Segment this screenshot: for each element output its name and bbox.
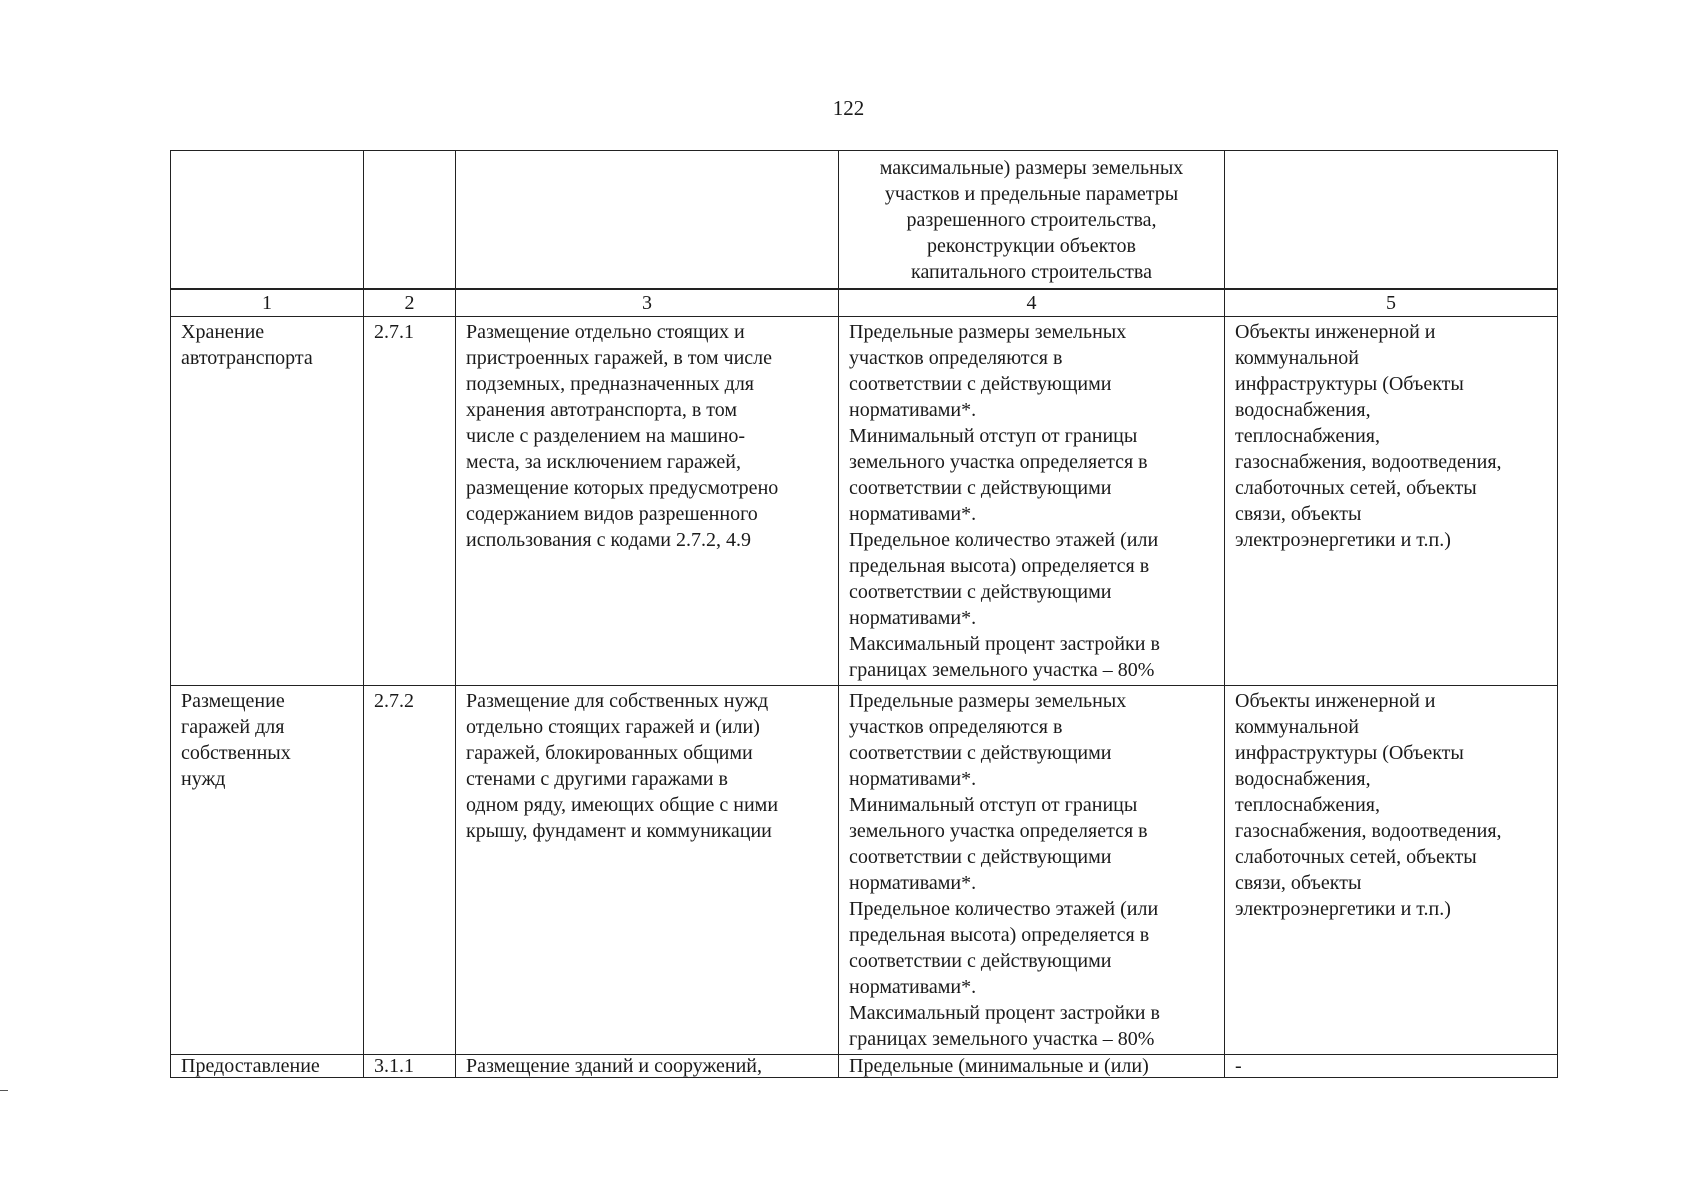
- text-line: связи, объекты: [1235, 872, 1362, 894]
- text-line: одном ряду, имеющих общие с ними: [466, 794, 779, 816]
- text-line: автотранспорта: [181, 347, 313, 369]
- text-line: Размещение: [181, 690, 285, 712]
- continuation-row: [171, 151, 1558, 290]
- use-name-cell: [171, 1055, 364, 1078]
- text-line: Предельное количество этажей (или: [849, 529, 1159, 551]
- text-line: Предельные размеры земельных: [849, 690, 1127, 712]
- text-line: Предельные (минимальные и (или): [849, 1055, 1149, 1077]
- cont-cell-parameters: [839, 151, 1225, 290]
- text-line: нужд: [181, 768, 226, 790]
- text-line: Максимальный процент застройки в: [849, 1002, 1160, 1024]
- table-row: [171, 317, 1558, 686]
- use-code-cell: 3.1.1: [364, 1055, 456, 1078]
- text-line: газоснабжения, водоотведения,: [1235, 451, 1502, 473]
- text-line: Минимальный отступ от границы: [849, 794, 1138, 816]
- column-number: 5: [1225, 289, 1558, 317]
- text-line: соответствии с действующими: [849, 846, 1112, 868]
- text-line: реконструкции объектов: [927, 235, 1136, 257]
- land-use-table: [170, 150, 1558, 1078]
- text-line: Объекты инженерной и: [1235, 321, 1436, 343]
- text-line: отдельно стоящих гаражей и (или): [466, 716, 760, 738]
- text-line: места, за исключением гаражей,: [466, 451, 741, 473]
- text-line: подземных, предназначенных для: [466, 373, 755, 395]
- text-line: размещение которых предусмотрено: [466, 477, 779, 499]
- text-line: нормативами*.: [849, 607, 977, 629]
- text-line: Хранение: [181, 321, 265, 343]
- text-line: Предельные размеры земельных: [849, 321, 1127, 343]
- page-number: 122: [832, 96, 865, 120]
- text-line: предельная высота) определяется в: [849, 555, 1150, 577]
- use-description-cell: [456, 686, 839, 1055]
- text-line: границах земельного участка – 80%: [849, 1028, 1155, 1050]
- text-line: собственных: [181, 742, 291, 764]
- use-description-cell: [456, 317, 839, 686]
- text-line: коммунальной: [1235, 716, 1359, 738]
- text-line: Предельное количество этажей (или: [849, 898, 1159, 920]
- text-line: инфраструктуры (Объекты: [1235, 373, 1464, 395]
- parameters-cell: [839, 317, 1225, 686]
- text-line: нормативами*.: [849, 976, 977, 998]
- auxiliary-uses-cell: [1225, 317, 1558, 686]
- cont-cell-description: [456, 151, 839, 290]
- text-line: водоснабжения,: [1235, 768, 1371, 790]
- text-line: слаботочных сетей, объекты: [1235, 477, 1477, 499]
- text-line: Размещение отдельно стоящих и: [466, 321, 745, 343]
- text-line: нормативами*.: [849, 399, 977, 421]
- cont-cell-auxiliary: [1225, 151, 1558, 290]
- text-line: использования с кодами 2.7.2, 4.9: [466, 529, 751, 551]
- text-line: теплоснабжения,: [1235, 794, 1380, 816]
- cont-cell-name: [171, 151, 364, 290]
- table-row: [171, 1055, 1558, 1078]
- parameters-cell: [839, 1055, 1225, 1078]
- text-line: земельного участка определяется в: [849, 451, 1148, 473]
- use-code-cell: 2.7.1: [364, 317, 456, 686]
- auxiliary-uses-cell: [1225, 686, 1558, 1055]
- text-line: водоснабжения,: [1235, 399, 1371, 421]
- auxiliary-uses-cell: [1225, 1055, 1558, 1078]
- text-line: Объекты инженерной и: [1235, 690, 1436, 712]
- column-number-row: [171, 289, 1558, 317]
- text-line: нормативами*.: [849, 503, 977, 525]
- text-line: числе с разделением на машино-: [466, 425, 746, 447]
- column-number: 1: [171, 289, 364, 317]
- text-line: соответствии с действующими: [849, 581, 1112, 603]
- text-line: участков определяются в: [849, 716, 1063, 738]
- text-line: газоснабжения, водоотведения,: [1235, 820, 1502, 842]
- text-line: Размещение зданий и сооружений,: [466, 1055, 763, 1077]
- text-line: Минимальный отступ от границы: [849, 425, 1138, 447]
- text-line: участков и предельные параметры: [884, 183, 1179, 205]
- text-line: предельная высота) определяется в: [849, 924, 1150, 946]
- text-line: границах земельного участка – 80%: [849, 659, 1155, 681]
- text-line: участков определяются в: [849, 347, 1063, 369]
- text-line: связи, объекты: [1235, 503, 1362, 525]
- text-line: коммунальной: [1235, 347, 1359, 369]
- text-line: содержанием видов разрешенного: [466, 503, 758, 525]
- text-line: Предоставление: [181, 1055, 320, 1077]
- text-line: максимальные) размеры земельных: [879, 157, 1184, 179]
- text-line: соответствии с действующими: [849, 477, 1112, 499]
- text-line: соответствии с действующими: [849, 950, 1112, 972]
- text-line: Максимальный процент застройки в: [849, 633, 1160, 655]
- scan-edge-mark: [0, 1090, 8, 1091]
- text-line: пристроенных гаражей, в том числе: [466, 347, 773, 369]
- cont-cell-code: [364, 151, 456, 290]
- text-line: нормативами*.: [849, 768, 977, 790]
- text-line: разрешенного строительства,: [906, 209, 1157, 231]
- text-line: хранения автотранспорта, в том: [466, 399, 738, 421]
- text-line: Размещение для собственных нужд: [466, 690, 769, 712]
- text-line: электроэнергетики и т.п.): [1235, 529, 1451, 551]
- use-name-cell: [171, 686, 364, 1055]
- column-number: 2: [364, 289, 456, 317]
- text-line: слаботочных сетей, объекты: [1235, 846, 1477, 868]
- text-line: инфраструктуры (Объекты: [1235, 742, 1464, 764]
- text-line: гаражей, блокированных общими: [466, 742, 753, 764]
- text-line: -: [1235, 1055, 1242, 1077]
- text-line: нормативами*.: [849, 872, 977, 894]
- use-name-cell: [171, 317, 364, 686]
- use-code-cell: 2.7.2: [364, 686, 456, 1055]
- text-line: гаражей для: [181, 716, 285, 738]
- text-line: земельного участка определяется в: [849, 820, 1148, 842]
- text-line: соответствии с действующими: [849, 742, 1112, 764]
- text-line: электроэнергетики и т.п.): [1235, 898, 1451, 920]
- parameters-cell: [839, 686, 1225, 1055]
- column-number: 3: [456, 289, 839, 317]
- text-line: стенами с другими гаражами в: [466, 768, 728, 790]
- column-number: 4: [839, 289, 1225, 317]
- text-line: соответствии с действующими: [849, 373, 1112, 395]
- text-line: теплоснабжения,: [1235, 425, 1380, 447]
- use-description-cell: [456, 1055, 839, 1078]
- text-line: крышу, фундамент и коммуникации: [466, 820, 772, 842]
- text-line: капитального строительства: [911, 261, 1152, 283]
- table-row: [171, 686, 1558, 1055]
